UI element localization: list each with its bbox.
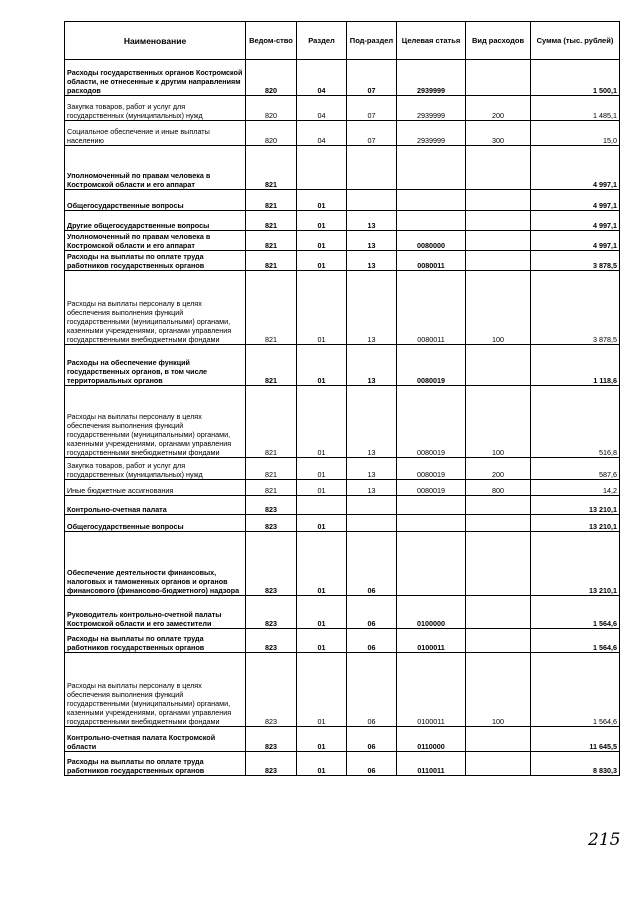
cell-sum: 13 210,1 [531,515,620,532]
cell-name: Закупка товаров, работ и услуг для государственных (муниципальных) нужд [65,96,246,121]
table-row [65,345,620,386]
cell-target [397,190,466,211]
cell-subsection: 13 [347,251,397,271]
header-subsection: Под-раздел [347,22,397,60]
cell-subsection: 13 [347,480,397,496]
cell-name: Расходы на выплаты по оплате труда работников государственных органов [65,251,246,271]
cell-name: Социальное обеспечение и иные выплаты населению [65,121,246,146]
cell-type: 300 [466,121,531,146]
cell-dept: 823 [246,629,297,653]
cell-dept: 823 [246,532,297,596]
cell-subsection: 07 [347,60,397,96]
cell-target: 0110011 [397,752,466,776]
cell-subsection: 07 [347,96,397,121]
budget-table [64,21,620,776]
cell-dept: 823 [246,752,297,776]
cell-section: 01 [297,596,347,629]
cell-name: Закупка товаров, работ и услуг для государственных (муниципальных) нужд [65,458,246,480]
cell-section: 01 [297,458,347,480]
cell-type [466,532,531,596]
table-header-row [65,22,620,60]
cell-type [466,496,531,515]
cell-sum: 587,6 [531,458,620,480]
cell-subsection: 13 [347,231,397,251]
cell-target [397,211,466,231]
cell-sum: 8 830,3 [531,752,620,776]
cell-section: 01 [297,190,347,211]
cell-subsection: 06 [347,596,397,629]
cell-dept: 821 [246,211,297,231]
table-row [65,727,620,752]
table-row [65,386,620,458]
cell-subsection [347,515,397,532]
cell-sum: 15,0 [531,121,620,146]
cell-section [297,496,347,515]
cell-sum: 1 500,1 [531,60,620,96]
cell-dept: 820 [246,96,297,121]
table-row [65,596,620,629]
header-name: Наименование [65,22,246,60]
cell-dept: 821 [246,345,297,386]
cell-section: 01 [297,271,347,345]
cell-dept: 823 [246,596,297,629]
cell-name: Иные бюджетные ассигнования [65,480,246,496]
header-sum: Сумма (тыс. рублей) [531,22,620,60]
table-row [65,121,620,146]
header-target: Целевая статья [397,22,466,60]
cell-subsection: 13 [347,211,397,231]
cell-sum: 4 997,1 [531,146,620,190]
cell-dept: 821 [246,458,297,480]
cell-name: Расходы на выплаты персоналу в целях обеспечения выполнения функций государственными (муниципальными) органами, казенными учреждениями, органами управления государственными внебюджетными фондами [65,653,246,727]
cell-name: Расходы на выплаты по оплате труда работников государственных органов [65,629,246,653]
cell-name: Расходы на выплаты персоналу в целях обеспечения выполнения функций государственными (муниципальными) органами, казенными учреждениями, органами управления государственными внебюджетными фондами [65,386,246,458]
cell-sum: 13 210,1 [531,496,620,515]
cell-target: 0080019 [397,458,466,480]
cell-section: 01 [297,752,347,776]
cell-section: 01 [297,480,347,496]
table-row [65,271,620,345]
cell-name: Руководитель контрольно-счетной палаты Костромской области и его заместители [65,596,246,629]
table-row [65,480,620,496]
cell-sum: 1 564,6 [531,629,620,653]
cell-target: 0100011 [397,629,466,653]
cell-section: 01 [297,231,347,251]
cell-target: 2939999 [397,60,466,96]
cell-name: Другие общегосударственные вопросы [65,211,246,231]
cell-target: 0080011 [397,271,466,345]
cell-dept: 820 [246,60,297,96]
cell-subsection: 06 [347,653,397,727]
cell-section: 04 [297,121,347,146]
cell-subsection: 06 [347,752,397,776]
table-row [65,496,620,515]
cell-dept: 823 [246,496,297,515]
cell-subsection [347,496,397,515]
cell-sum: 13 210,1 [531,532,620,596]
table-row [65,251,620,271]
cell-subsection: 07 [347,121,397,146]
cell-target: 0100011 [397,653,466,727]
cell-name: Расходы на выплаты персоналу в целях обеспечения выполнения функций государственными (муниципальными) органами, казенными учреждениями, органами управления государственными внебюджетными фондами [65,271,246,345]
cell-type: 200 [466,96,531,121]
cell-subsection: 13 [347,271,397,345]
cell-name: Контрольно-счетная палата [65,496,246,515]
cell-name: Общегосударственные вопросы [65,190,246,211]
cell-type [466,251,531,271]
cell-type: 800 [466,480,531,496]
cell-dept: 821 [246,271,297,345]
cell-subsection: 06 [347,532,397,596]
cell-dept: 820 [246,121,297,146]
cell-sum: 1 564,6 [531,653,620,727]
table-row [65,653,620,727]
cell-target [397,496,466,515]
cell-sum: 4 997,1 [531,211,620,231]
cell-target: 0080019 [397,345,466,386]
cell-sum: 516,8 [531,386,620,458]
cell-dept: 823 [246,727,297,752]
cell-target: 0110000 [397,727,466,752]
table-row [65,629,620,653]
cell-type [466,515,531,532]
cell-sum: 4 997,1 [531,190,620,211]
cell-target [397,515,466,532]
cell-section: 01 [297,532,347,596]
cell-type [466,60,531,96]
cell-dept: 823 [246,515,297,532]
table-row [65,458,620,480]
cell-section [297,146,347,190]
table-row [65,211,620,231]
cell-dept: 821 [246,146,297,190]
table-row [65,60,620,96]
cell-sum: 11 645,5 [531,727,620,752]
cell-subsection: 06 [347,629,397,653]
cell-subsection [347,146,397,190]
cell-type [466,190,531,211]
cell-type: 100 [466,386,531,458]
cell-subsection: 13 [347,458,397,480]
table-row [65,532,620,596]
table-row [65,96,620,121]
cell-sum: 3 878,5 [531,271,620,345]
cell-section: 04 [297,60,347,96]
cell-name: Контрольно-счетная палата Костромской области [65,727,246,752]
cell-sum: 4 997,1 [531,231,620,251]
cell-type [466,231,531,251]
cell-type [466,752,531,776]
cell-target [397,532,466,596]
cell-target: 2939999 [397,121,466,146]
cell-section: 01 [297,727,347,752]
table-row [65,231,620,251]
cell-subsection: 13 [347,386,397,458]
cell-sum: 14,2 [531,480,620,496]
cell-name: Общегосударственные вопросы [65,515,246,532]
cell-name: Обеспечение деятельности финансовых, налоговых и таможенных органов и органов финансового (финансово-бюджетного) надзора [65,532,246,596]
cell-type [466,629,531,653]
table-body [65,60,620,776]
cell-subsection [347,190,397,211]
table-row [65,752,620,776]
table-row [65,190,620,211]
table-row [65,146,620,190]
page-number: 215 [588,830,621,850]
cell-target: 0080019 [397,480,466,496]
cell-type: 100 [466,653,531,727]
cell-subsection: 06 [347,727,397,752]
header-dept: Ведом-ство [246,22,297,60]
cell-name: Расходы государственных органов Костромской области, не отнесенные к другим направлениям расходов [65,60,246,96]
cell-name: Расходы на обеспечение функций государственных органов, в том числе территориальных органов [65,345,246,386]
cell-dept: 821 [246,386,297,458]
header-section: Раздел [297,22,347,60]
cell-target: 0080019 [397,386,466,458]
cell-section: 01 [297,211,347,231]
cell-type [466,596,531,629]
cell-dept: 823 [246,653,297,727]
cell-section: 04 [297,96,347,121]
cell-type [466,146,531,190]
table-row [65,515,620,532]
cell-section: 01 [297,345,347,386]
cell-section: 01 [297,629,347,653]
cell-target [397,146,466,190]
cell-type [466,345,531,386]
cell-name: Уполномоченный по правам человека в Костромской области и его аппарат [65,146,246,190]
cell-target: 0080000 [397,231,466,251]
cell-target: 0080011 [397,251,466,271]
cell-subsection: 13 [347,345,397,386]
cell-dept: 821 [246,190,297,211]
cell-dept: 821 [246,480,297,496]
cell-sum: 3 878,5 [531,251,620,271]
cell-type: 200 [466,458,531,480]
cell-target: 2939999 [397,96,466,121]
cell-sum: 1 118,6 [531,345,620,386]
cell-dept: 821 [246,231,297,251]
cell-dept: 821 [246,251,297,271]
cell-name: Расходы на выплаты по оплате труда работников государственных органов [65,752,246,776]
cell-section: 01 [297,515,347,532]
cell-target: 0100000 [397,596,466,629]
cell-section: 01 [297,653,347,727]
cell-type [466,211,531,231]
cell-section: 01 [297,386,347,458]
cell-section: 01 [297,251,347,271]
cell-sum: 1 485,1 [531,96,620,121]
cell-name: Уполномоченный по правам человека в Костромской области и его аппарат [65,231,246,251]
cell-type [466,727,531,752]
cell-sum: 1 564,6 [531,596,620,629]
header-type: Вид расходов [466,22,531,60]
cell-type: 100 [466,271,531,345]
